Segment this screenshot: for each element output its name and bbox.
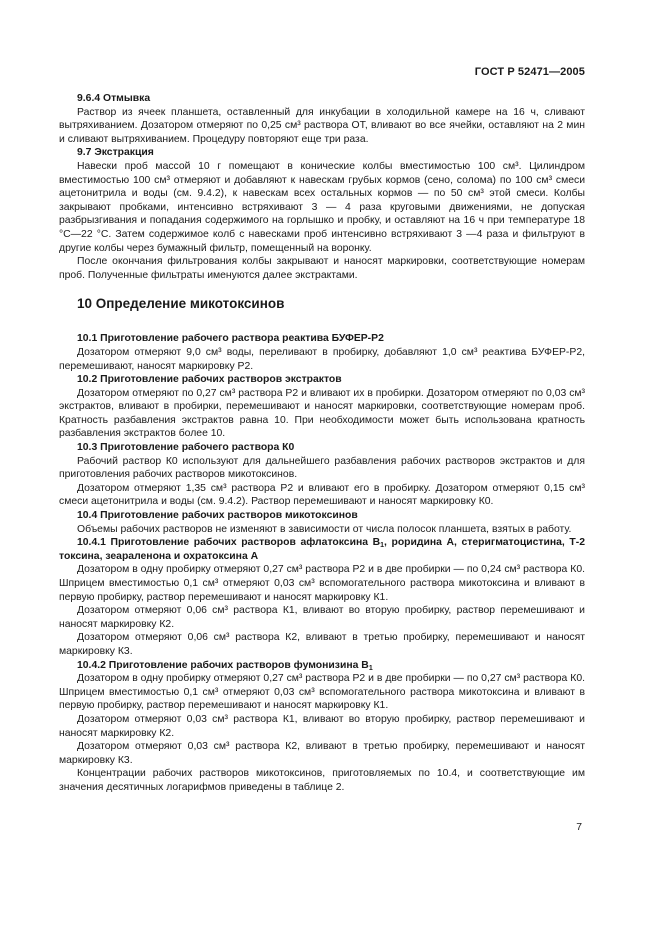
heading-10-4-2 xyxy=(59,659,585,673)
heading-10-4-1 xyxy=(59,536,585,563)
paragraph: Дозатором отмеряют 0,06 см³ раствора К2, вливают в третью пробирку, перемешивают и наносят маркировку К3. xyxy=(59,632,585,657)
heading-9-6-4: 9.6.4 Отмывка xyxy=(77,93,151,104)
paragraph: Навески проб массой 10 г помещают в конические колбы вместимостью 100 см³. Цилиндром вместимостью 100 см³ отмеряют и добавляют к навескам грубых кормов (сено, солома) по 100 см³ смеси ацетонитрила и воды (см. 9.4.2), к навескам всех остальных кормов — по 50 см³ этой смеси. Колбы закрывают пробками, интенсивно встряхивают 3 — 4 раза круговыми движениями, не допуская разбрызгивания и попадания содержимого на горлышко и пробку, и оставляют на 16 ч при температуре 18 °С—22 °С. Затем содержимое колб с навесками проб интенсивно встряхивают 3 —4 раза и фильтруют в другие колбы через бумажный фильтр, помещенный на воронку. xyxy=(59,160,585,254)
subscript: 1 xyxy=(380,542,385,550)
heading-10-3: 10.3 Приготовление рабочего раствора К0 xyxy=(77,442,295,454)
paragraph: Дозатором отмеряют 1,35 см³ раствора Р2 и вливают его в пробирку. Дозатором отмеряют 0,15 см³ смеси ацетонитрила и воды (см. 9.4.2). Раствор перемешивают и наносят маркировку К0. xyxy=(59,482,585,508)
page-content xyxy=(59,92,585,795)
heading-9-7: 9.7 Экстракция xyxy=(77,147,154,159)
heading-text: 10.4.1 Приготовление рабочих растворов афлатоксина В xyxy=(77,537,381,549)
paragraph: Раствор из ячеек планшета, оставленный для инкубации в холодильной камере на 16 ч, сливают вытряхиванием. Дозатором отмеряют по 0,25 см³ раствора ОТ, вливают во все ячейки, оставляют на 2 мин и сливают вытряхиванием. Процедуру повторяют еще три раза. xyxy=(59,106,585,145)
heading-10-4: 10.4 Приготовление рабочих растворов микотоксинов xyxy=(77,510,358,522)
paragraph: Концентрации рабочих растворов микотоксинов, приготовляемых по 10.4, и соответствующие им значения десятичных логарифмов приведены в таблице 2. xyxy=(59,768,585,793)
paragraph: Дозатором в одну пробирку отмеряют 0,27 см³ раствора Р2 и в две пробирки — по 0,27 см³ раствора К0. Шприцем вместимостью 0,1 см³ отмеряют 0,03 см³ вспомогательного раствора микотоксина и вливают в первую пробирку, раствор перемешивают и наносят маркировку К1. xyxy=(59,673,585,712)
heading-10-2: 10.2 Приготовление рабочих растворов экстрактов xyxy=(77,374,342,386)
page-number: 7 xyxy=(576,822,582,833)
subscript: 1 xyxy=(368,664,373,672)
section-title-10: 10 Определение микотоксинов xyxy=(77,296,285,312)
paragraph: Дозатором отмеряют 0,03 см³ раствора К1, вливают во вторую пробирку, раствор перемешивают и наносят маркировку К2. xyxy=(59,713,585,739)
standard-header: ГОСТ Р 52471—2005 xyxy=(474,66,585,78)
paragraph: Дозатором в одну пробирку отмеряют 0,27 см³ раствора Р2 и в две пробирки — по 0,24 см³ раствора К0. Шприцем вместимостью 0,1 см³ отмеряют 0,03 см³ вспомогательного раствора микотоксина и вливают в первую пробирку, раствор перемешивают и наносят маркировку К1. xyxy=(59,564,585,603)
paragraph: Дозатором отмеряют 0,06 см³ раствора К1, вливают во вторую пробирку, раствор перемешивают и наносят маркировку К2. xyxy=(59,605,585,630)
paragraph: Дозатором отмеряют 0,03 см³ раствора К2, вливают в третью пробирку, перемешивают и наносят маркировку К3. xyxy=(59,741,585,766)
paragraph: Дозатором отмеряют 9,0 см³ воды, переливают в пробирку, добавляют 1,0 см³ реактива БУФЕР-Р2, перемешивают, наносят маркировку Р2. xyxy=(59,346,585,372)
heading-text: , роридина А, стеригматоцистина, Т-2 токсина, зеараленона и охратоксина А xyxy=(59,537,585,562)
paragraph: Объемы рабочих растворов не изменяют в зависимости от числа полосок планшета, взятых в работу. xyxy=(77,523,572,535)
paragraph: После окончания фильтрования колбы закрывают и наносят маркировки, соответствующие номерам проб. Полученные фильтраты именуются далее экстрактами. xyxy=(59,256,585,281)
heading-text: 10.4.2 Приготовление рабочих растворов фумонизина В xyxy=(77,659,369,671)
paragraph: Дозатором отмеряют по 0,27 см³ раствора Р2 и вливают их в пробирки. Дозатором отмеряют по 0,03 см³ экстрактов, вливают в пробирки, перемешивают и наносят маркировки, соответствующие номерам проб. Кратность разбавления экстрактов равна 10. При необходимости может быть использована кратность разбавления экстрактов более 10. xyxy=(59,387,585,440)
paragraph: Рабочий раствор К0 используют для дальнейшего разбавления рабочих растворов экстрактов и для приготовления рабочих растворов микотоксинов. xyxy=(59,455,585,481)
heading-10-1: 10.1 Приготовление рабочего раствора реактива БУФЕР-Р2 xyxy=(77,333,384,345)
